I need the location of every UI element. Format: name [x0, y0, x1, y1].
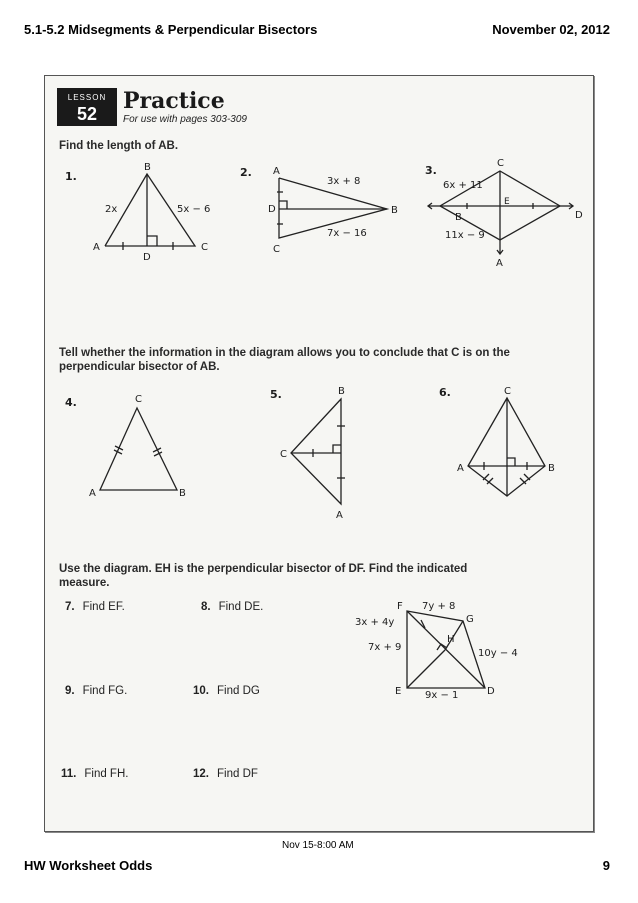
problem-6-label-a: A — [457, 463, 464, 474]
worksheet-subtitle: For use with pages 303-309 — [123, 114, 247, 125]
problem-5-number: 5. — [270, 388, 282, 401]
question-8-text: Find DE. — [218, 601, 264, 613]
problem-2-label-b: B — [391, 205, 398, 216]
page-title: 5.1-5.2 Midsegments & Perpendicular Bisectors — [24, 22, 318, 37]
question-12-text: Find DF — [217, 768, 258, 780]
problem-1-label-b: B — [144, 162, 151, 173]
problem-2-label-a: A — [273, 166, 280, 177]
problem-3-label-11x9: 11x − 9 — [445, 230, 485, 241]
problem-4-label-b: B — [179, 488, 186, 499]
question-8-number: 8. — [201, 601, 211, 613]
worksheet-title: Practice — [123, 88, 225, 114]
worksheet-figures — [45, 76, 593, 831]
section3-label-10y4: 10y − 4 — [478, 648, 518, 659]
problem-3-label-b: B — [455, 212, 462, 223]
problem-3-label-c: C — [497, 158, 504, 169]
section3-label-7y8: 7y + 8 — [422, 601, 456, 612]
problem-1-label-a: A — [93, 242, 100, 253]
question-7-number: 7. — [65, 601, 75, 613]
page-number: 9 — [602, 858, 610, 873]
question-9-text: Find FG. — [82, 685, 128, 697]
problem-2-label-d: D — [268, 204, 276, 215]
question-11 — [61, 768, 128, 780]
problem-5-label-a: A — [336, 510, 343, 521]
problem-6-label-c: C — [504, 386, 511, 397]
section3-label-7x9: 7x + 9 — [368, 642, 402, 653]
question-11-text: Find FH. — [84, 768, 129, 780]
problem-2-number: 2. — [240, 166, 252, 179]
problem-5-label-b: B — [338, 386, 345, 397]
section2-instruction: Tell whether the information in the diagram allows you to conclude that C is on the perpendicular bisector of AB. — [59, 347, 510, 373]
problem-6-number: 6. — [439, 386, 451, 399]
lesson-number: 52 — [76, 104, 98, 124]
section3-label-e: E — [395, 686, 402, 697]
problem-3-number: 3. — [425, 164, 437, 177]
question-9 — [65, 685, 127, 697]
question-11-number: 11. — [61, 768, 77, 780]
problem-4-label-a: A — [89, 488, 96, 499]
question-9-number: 9. — [65, 685, 75, 697]
section1-instruction: Find the length of AB. — [59, 140, 179, 152]
question-10-number: 10. — [193, 685, 209, 697]
problem-3-label-e: E — [504, 197, 510, 207]
timestamp: Nov 15-8:00 AM — [282, 840, 354, 851]
problem-4-number: 4. — [65, 396, 77, 409]
problem-1-label-2x: 2x — [105, 204, 118, 215]
problem-1-label-d: D — [143, 252, 151, 263]
section3-label-d: D — [487, 686, 495, 697]
question-8 — [201, 601, 263, 613]
problem-2-label-7x16: 7x − 16 — [327, 228, 367, 239]
lesson-label: LESSON — [67, 93, 107, 102]
section3-label-g: G — [466, 614, 474, 625]
problem-5-label-c: C — [280, 449, 287, 460]
footer-label: HW Worksheet Odds — [24, 858, 153, 873]
problem-1-label-5x6: 5x − 6 — [177, 204, 211, 215]
problem-2-label-3x8: 3x + 8 — [327, 176, 361, 187]
question-12 — [193, 768, 258, 780]
question-10 — [193, 685, 260, 697]
page-date: November 02, 2012 — [492, 22, 610, 37]
question-12-number: 12. — [193, 768, 209, 780]
problem-3-label-a: A — [496, 258, 503, 269]
problem-2-label-c: C — [273, 244, 280, 255]
section3-label-h: H — [447, 634, 455, 645]
figure-problem-5 — [291, 399, 345, 504]
worksheet-scan — [44, 75, 594, 832]
problem-1-number: 1. — [65, 170, 77, 183]
section3-instruction: Use the diagram. EH is the perpendicular bisector of DF. Find the indicated measure. — [59, 563, 468, 589]
problem-1-label-c: C — [201, 242, 208, 253]
problem-4-label-c: C — [135, 394, 142, 405]
section3-label-3x4y: 3x + 4y — [355, 617, 395, 628]
section3-label-f: F — [397, 601, 403, 612]
figure-problem-4 — [100, 408, 177, 490]
problem-6-label-b: B — [548, 463, 555, 474]
question-7-text: Find EF. — [82, 601, 125, 613]
section3-label-9x1: 9x − 1 — [425, 690, 459, 701]
problem-3-label-d: D — [575, 210, 583, 221]
question-7 — [65, 601, 125, 613]
problem-3-label-6x11: 6x + 11 — [443, 180, 483, 191]
figure-problem-6 — [468, 398, 545, 496]
question-10-text: Find DG — [217, 685, 260, 697]
